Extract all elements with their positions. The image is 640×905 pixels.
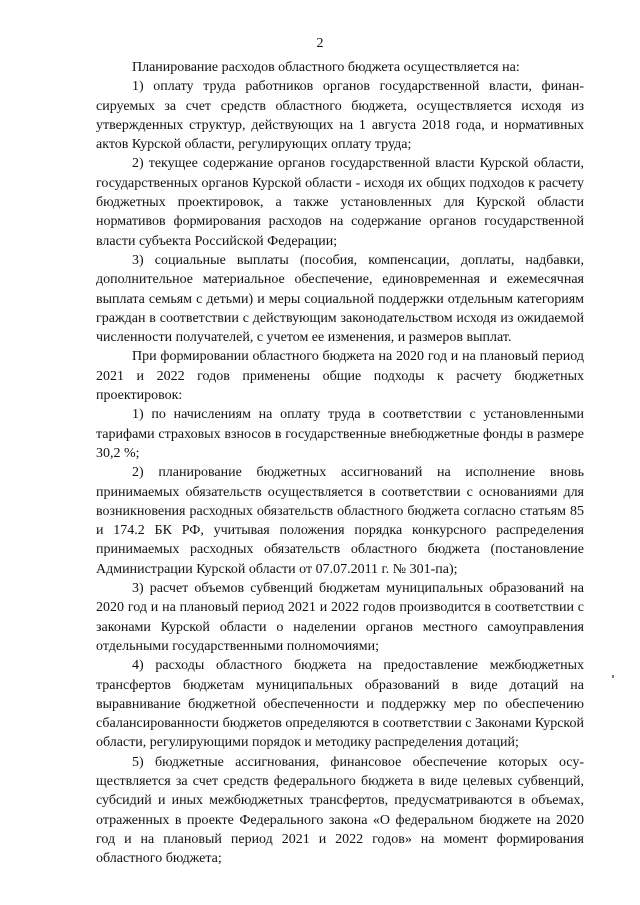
paragraph-approach-5-federal-funds: 5) бюджетные ассигнования, финансовое обеспечение которых осуществляется за счет средств федерального бюджета в виде целевых субвенций, субсидий и иных межбюджетных трансфертов, предусматриваются в объемах, отраженных в проекте Федерального закона «О федеральном бюджете на 2020 год и на плановый период 2021 и 2022 годов» на момент формирования областного бюджета; <box>96 754 584 867</box>
paragraph-item-1-salaries: 1) оплату труда работников органов государственной власти, финансируемых за счет средств областного бюджета, осуществляется исходя из утвержденных структур, действующих на 1 августа 2018 года, и нормативных актов Курской области, регулирующих оплату труда; <box>96 79 584 153</box>
page-number: 2 <box>316 36 324 51</box>
paragraph-approach-4-transfers: 4) расходы областного бюджета на предоставление межбюджетных трансфертов бюджетам муниципальных образований в виде дотаций на выравнивание бюджетной обеспеченности и поддержку мер по обеспечению сбалансированности бюджетов определяются в соответствии с Законами Курской области, регулирующими порядок и методику распределения дотаций; <box>96 658 584 751</box>
paragraph-approach-3-subventions: 3) расчет объемов субвенций бюджетам муниципальных образований на 2020 год и на плановый период 2021 и 2022 годов производится в соответствии с законами Курской области о наделении органов местного самоуправления отдельными государственными полномочиями; <box>96 581 584 654</box>
paragraph-item-3-social-payments: 3) социальные выплаты (пособия, компенсации, доплаты, надбавки, дополнительное материальное обеспечение, единовременная и ежемесячная выплата семьям с детьми) и меры социальной поддержки отдельным категориям граждан в соответствии с действующим законодательством исходя из ожидаемой численности получателей, с учетом ее изменения, и размеров выплат. <box>96 252 584 346</box>
paragraph-item-2-maintenance: 2) текущее содержание органов государственной власти Курской области, государственных органов Курской области - исходя их общих подходов к расчету бюджетных проектировок, а также установленных для Курской области нормативов формирования расходов на содержание органов государственной власти субъекта Российской Федерации; <box>96 156 584 249</box>
paragraph-general-approaches: При формировании областного бюджета на 2020 год и на плановый период 2021 и 2022 годов применены общие подходы к расчету бюджетных проектировок: <box>96 349 584 404</box>
paragraph-approach-1-insurance: 1) по начислениям на оплату труда в соответствии с установленными тарифами страховых взносов в государственные внебюджетные фонды в размере 30,2 %; <box>96 407 584 461</box>
scan-speck <box>612 675 614 678</box>
document-body <box>96 58 584 868</box>
paragraph-approach-2-new-obligations: 2) планирование бюджетных ассигнований на исполнение вновь принимаемых обязательств осуществляется в соответствии с основаниями для возникновения расходных обязательств областного бюджета согласно статьям 85 и 174.2 БК РФ, учитывая положения порядка конкурсного распределения принимаемых расходных обязательств областного бюджета (постановление Администрации Курской области от 07.07.2011 г. № 301-па); <box>96 465 584 577</box>
paragraph-intro: Планирование расходов областного бюджета осуществляется на: <box>132 60 520 75</box>
